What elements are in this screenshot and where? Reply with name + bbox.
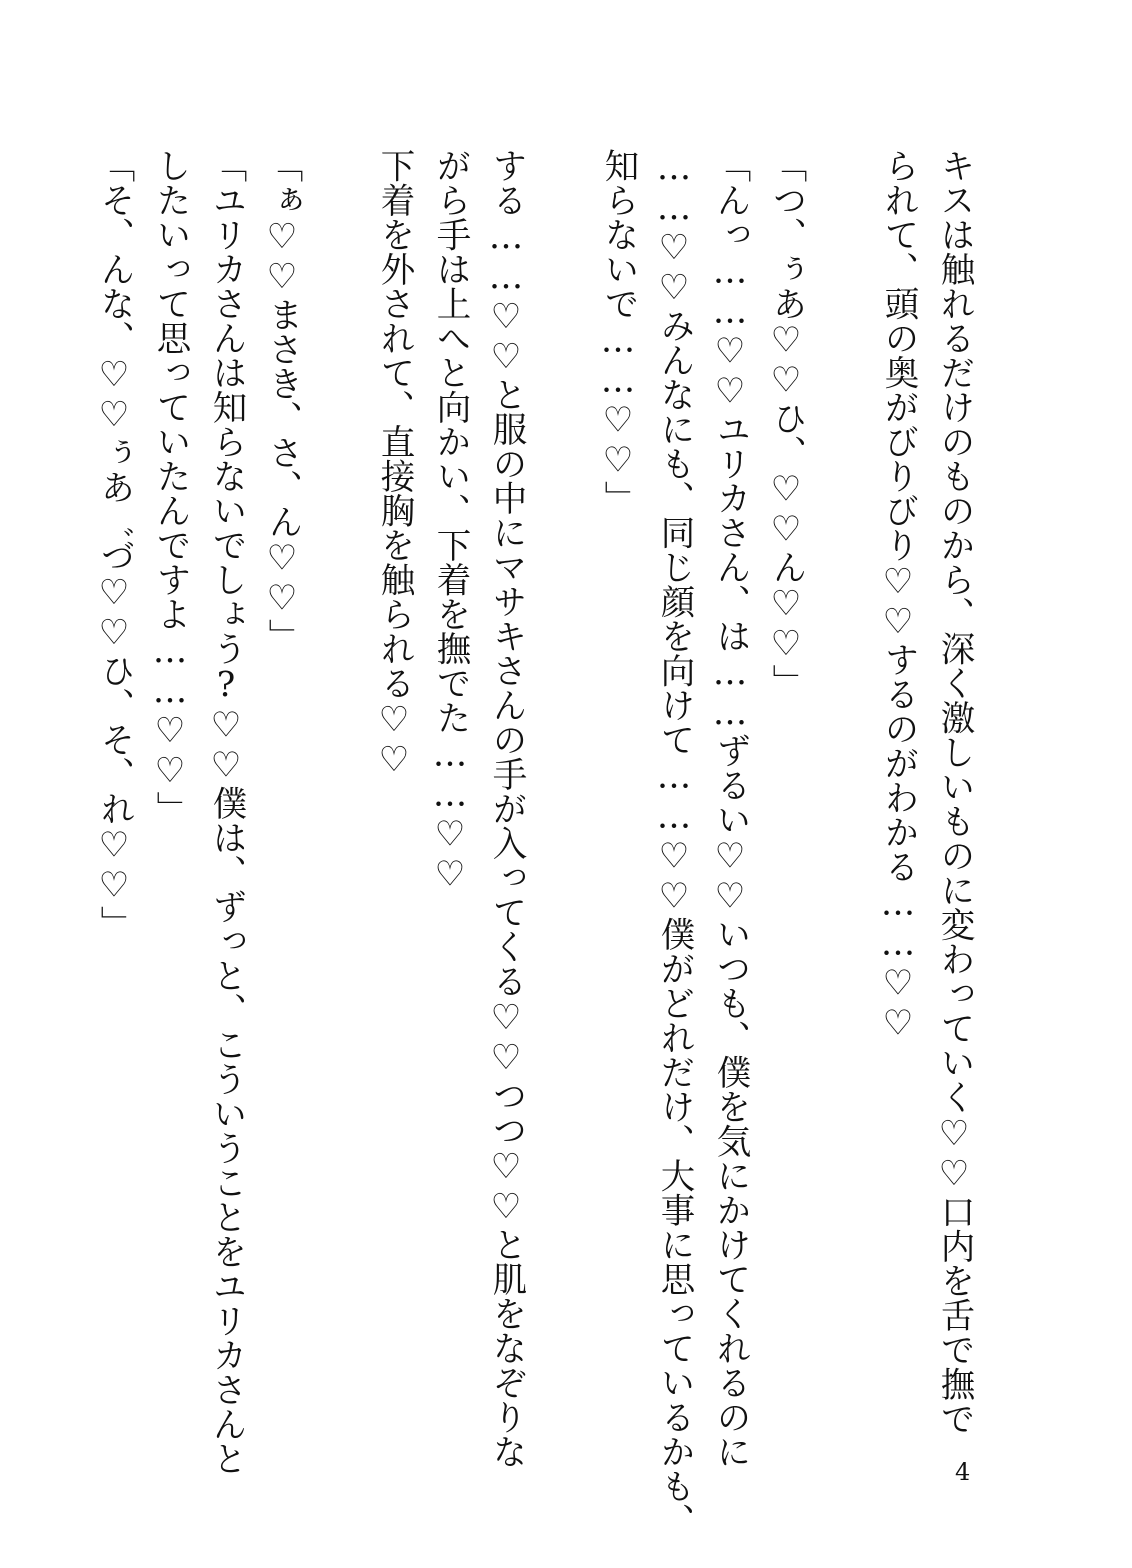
- text-line-4: 「つ、ぅあ♡♡ひ、♡♡ん♡♡」: [766, 148, 806, 699]
- text-line-6: ……♡♡みんなにも、同じ顔を向けて……♡♡僕がどれだけ、大事に思っているかも、: [654, 148, 694, 1538]
- text-line-1: キスは触れるだけのものから、深く激しいものに変わっていく♡♡口内を舌で撫で: [934, 148, 974, 1436]
- page-number: 4: [955, 1458, 971, 1486]
- text-line-14: 「ユリカさんは知らないでしょう?♡♡僕は、ずっと、こういうことをユリカさんと: [206, 148, 246, 1476]
- text-line-16: 「そ、んな、♡♡ぅあ゛づ♡♡ひ、そ、れ♡♡」: [94, 148, 134, 940]
- text-line-11: 下着を外されて、直接胸を触られる♡♡: [374, 148, 414, 780]
- vertical-text-body: [86, 148, 982, 1538]
- text-line-2: られて、頭の奥がびりびり♡♡するのがわかる……♡♡: [878, 148, 918, 1044]
- text-line-10: がら手は上へと向かい、下着を撫でた……♡♡: [430, 148, 470, 895]
- text-line-9: する……♡♡と服の中にマサキさんの手が入ってくる♡♡つつ♡♡と肌をなぞりな: [486, 148, 526, 1469]
- paragraph-gap: [310, 148, 366, 1398]
- text-line-5: 「んっ……♡♡ユリカさん、は……ずるい♡♡いつも、僕を気にかけてくれるのに: [710, 148, 750, 1469]
- text-line-13: 「ぁ♡♡まさき、さ、ん♡♡」: [262, 148, 302, 653]
- text-line-15: したいって思っていたんですよ……♡♡」: [150, 148, 190, 826]
- paragraph-gap: [814, 148, 870, 1398]
- text-line-7: 知らないで……♡♡」: [598, 148, 638, 515]
- paragraph-gap: [534, 148, 590, 1398]
